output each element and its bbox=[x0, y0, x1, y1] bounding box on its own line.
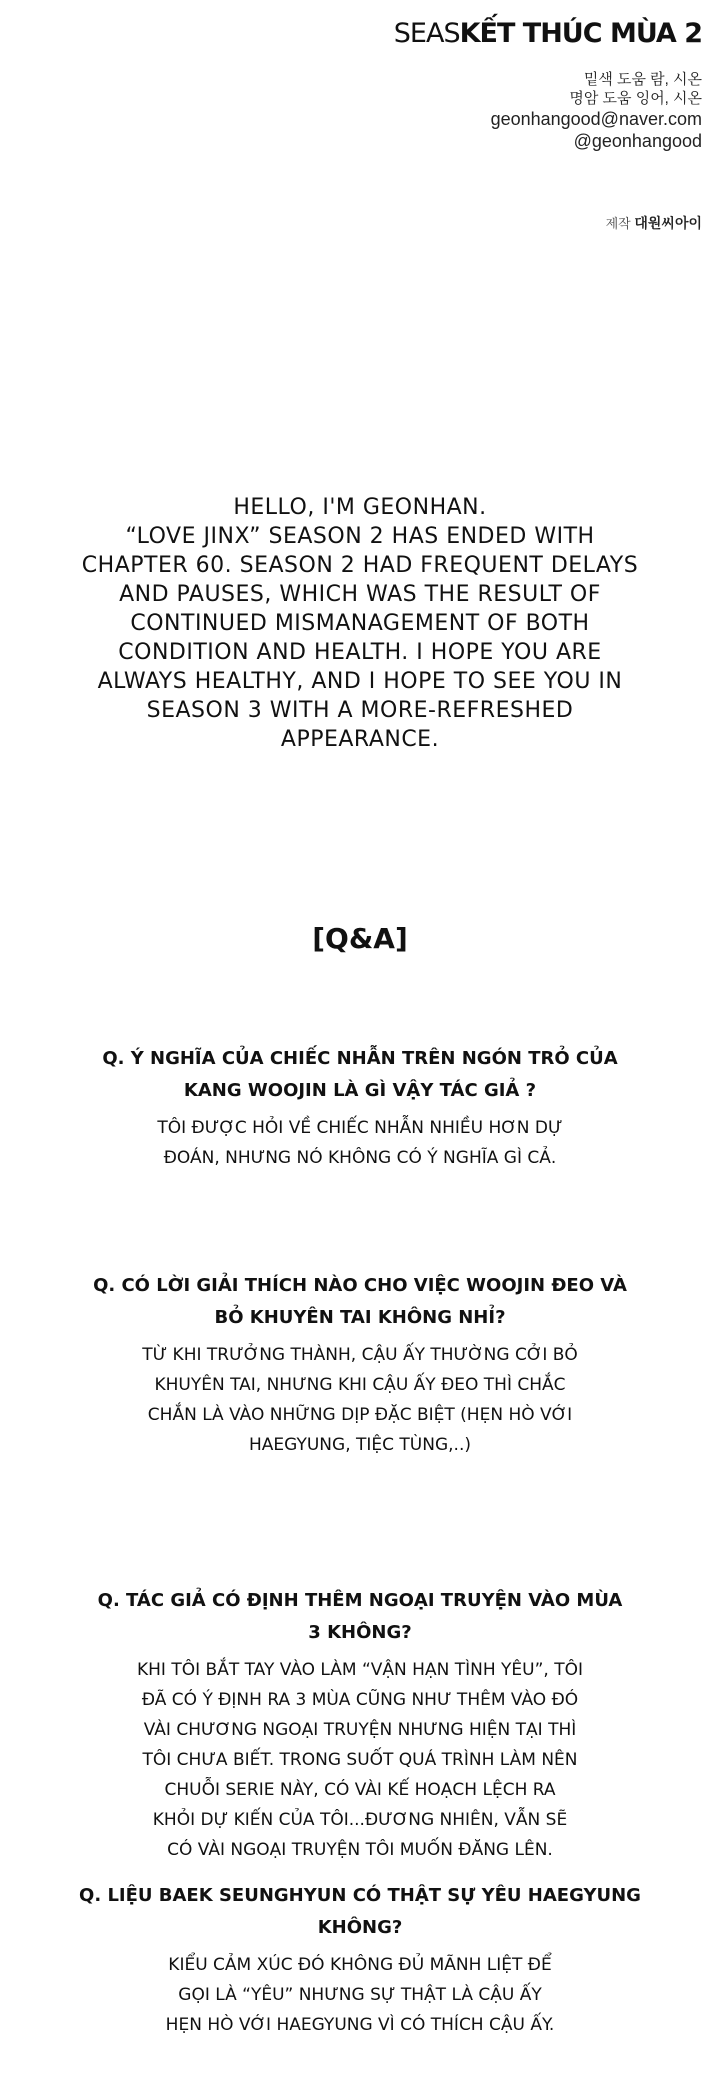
message-line: CONDITION AND HEALTH. I HOPE YOU ARE bbox=[118, 640, 602, 665]
production-studio: 대원씨아이 bbox=[634, 215, 702, 231]
question-line: Q. Ý NGHĨA CỦA CHIẾC NHẪN TRÊN NGÓN TRỎ CỦA bbox=[102, 1048, 618, 1069]
question-line: 3 KHÔNG? bbox=[308, 1622, 412, 1643]
qa-question bbox=[60, 1880, 660, 1944]
qa-item bbox=[60, 1270, 660, 1460]
message-line: CHAPTER 60. SEASON 2 HAD FREQUENT DELAYS bbox=[81, 553, 639, 578]
question-line: Q. TÁC GIẢ CÓ ĐỊNH THÊM NGOẠI TRUYỆN VÀO MÙA bbox=[97, 1590, 623, 1611]
answer-line: KHUYÊN TAI, NHƯNG KHI CẬU ẤY ĐEO THÌ CHẮC bbox=[154, 1375, 566, 1395]
answer-line: ĐOÁN, NHƯNG NÓ KHÔNG CÓ Ý NGHĨA GÌ CẢ. bbox=[163, 1148, 557, 1168]
qa-heading: [Q&A] bbox=[312, 922, 408, 955]
answer-line: KHI TÔI BẮT TAY VÀO LÀM “VẬN HẠN TÌNH YÊU”, TÔI bbox=[137, 1660, 583, 1680]
answer-line: HẸN HÒ VỚI HAEGYUNG VÌ CÓ THÍCH CẬU ẤY. bbox=[165, 2015, 555, 2035]
message-line: ALWAYS HEALTHY, AND I HOPE TO SEE YOU IN bbox=[97, 669, 623, 694]
answer-line: KIỂU CẢM XÚC ĐÓ KHÔNG ĐỦ MÃNH LIỆT ĐỂ bbox=[168, 1955, 552, 1975]
qa-answer bbox=[60, 1950, 660, 2040]
message-line: CONTINUED MISMANAGEMENT OF BOTH bbox=[130, 611, 590, 636]
production-label: 제작 bbox=[605, 216, 631, 231]
answer-line: KHỎI DỰ KIẾN CỦA TÔI...ĐƯƠNG NHIÊN, VẪN SẼ bbox=[152, 1810, 568, 1830]
answer-line: HAEGYUNG, TIỆC TÙNG,..) bbox=[249, 1435, 471, 1455]
production-credit bbox=[606, 213, 702, 233]
header-title bbox=[394, 18, 702, 49]
answer-line: CHUỖI SERIE NÀY, CÓ VÀI KẾ HOẠCH LỆCH RA bbox=[164, 1780, 556, 1800]
message-line: “LOVE JINX” SEASON 2 HAS ENDED WITH bbox=[125, 524, 595, 549]
answer-line: CHẮN LÀ VÀO NHỮNG DỊP ĐẶC BIỆT (HẸN HÒ VỚI bbox=[147, 1405, 573, 1425]
answer-line: VÀI CHƯƠNG NGOẠI TRUYỆN NHƯNG HIỆN TẠI THÌ bbox=[143, 1720, 577, 1740]
message-line: HELLO, I'M GEONHAN. bbox=[233, 495, 487, 520]
message-line: AND PAUSES, WHICH WAS THE RESULT OF bbox=[119, 582, 601, 607]
answer-line: CÓ VÀI NGOẠI TRUYỆN TÔI MUỐN ĐĂNG LÊN. bbox=[167, 1840, 553, 1860]
answer-line: GỌI LÀ “YÊU” NHƯNG SỰ THẬT LÀ CẬU ẤY bbox=[178, 1985, 542, 2005]
header-title-main: KẾT THÚC MÙA 2 bbox=[459, 18, 702, 49]
message-line: APPEARANCE. bbox=[280, 727, 440, 752]
credit-line: 명암 도움 잉어, 시온 bbox=[569, 90, 702, 107]
question-line: Q. LIỆU BAEK SEUNGHYUN CÓ THẬT SỰ YÊU HAEGYUNG KHÔNG? bbox=[79, 1885, 641, 1938]
message-line: SEASON 3 WITH A MORE-REFRESHED bbox=[146, 698, 574, 723]
qa-answer bbox=[60, 1655, 660, 1865]
author-email: geonhangood@naver.com bbox=[490, 109, 702, 129]
question-line: Q. CÓ LỜI GIẢI THÍCH NÀO CHO VIỆC WOOJIN ĐEO VÀ bbox=[93, 1275, 627, 1296]
qa-item bbox=[60, 1585, 660, 1865]
question-line: BỎ KHUYÊN TAI KHÔNG NHỈ? bbox=[214, 1307, 506, 1328]
qa-question bbox=[60, 1585, 660, 1649]
answer-line: TÔI CHƯA BIẾT. TRONG SUỐT QUÁ TRÌNH LÀM NÊN bbox=[142, 1750, 578, 1770]
qa-question bbox=[60, 1270, 660, 1334]
author-message bbox=[60, 493, 660, 754]
credits-block bbox=[491, 70, 702, 152]
qa-item bbox=[60, 1043, 660, 1173]
answer-line: TỪ KHI TRƯỞNG THÀNH, CẬU ẤY THƯỜNG CỞI BỎ bbox=[142, 1345, 578, 1365]
answer-line: ĐÃ CÓ Ý ĐỊNH RA 3 MÙA CŨNG NHƯ THÊM VÀO ĐÓ bbox=[141, 1690, 579, 1710]
qa-answer bbox=[60, 1113, 660, 1173]
qa-question bbox=[60, 1043, 660, 1107]
qa-answer bbox=[60, 1340, 660, 1460]
header-title-prefix: SEAS bbox=[393, 18, 460, 49]
question-line: KANG WOOJIN LÀ GÌ VẬY TÁC GIẢ ? bbox=[183, 1080, 537, 1101]
author-handle: @geonhangood bbox=[573, 131, 702, 151]
credit-line: 밑색 도움 람, 시온 bbox=[583, 71, 702, 88]
answer-line: TÔI ĐƯỢC HỎI VỀ CHIẾC NHẪN NHIỀU HƠN DỰ bbox=[157, 1118, 563, 1138]
qa-item bbox=[60, 1880, 660, 2040]
